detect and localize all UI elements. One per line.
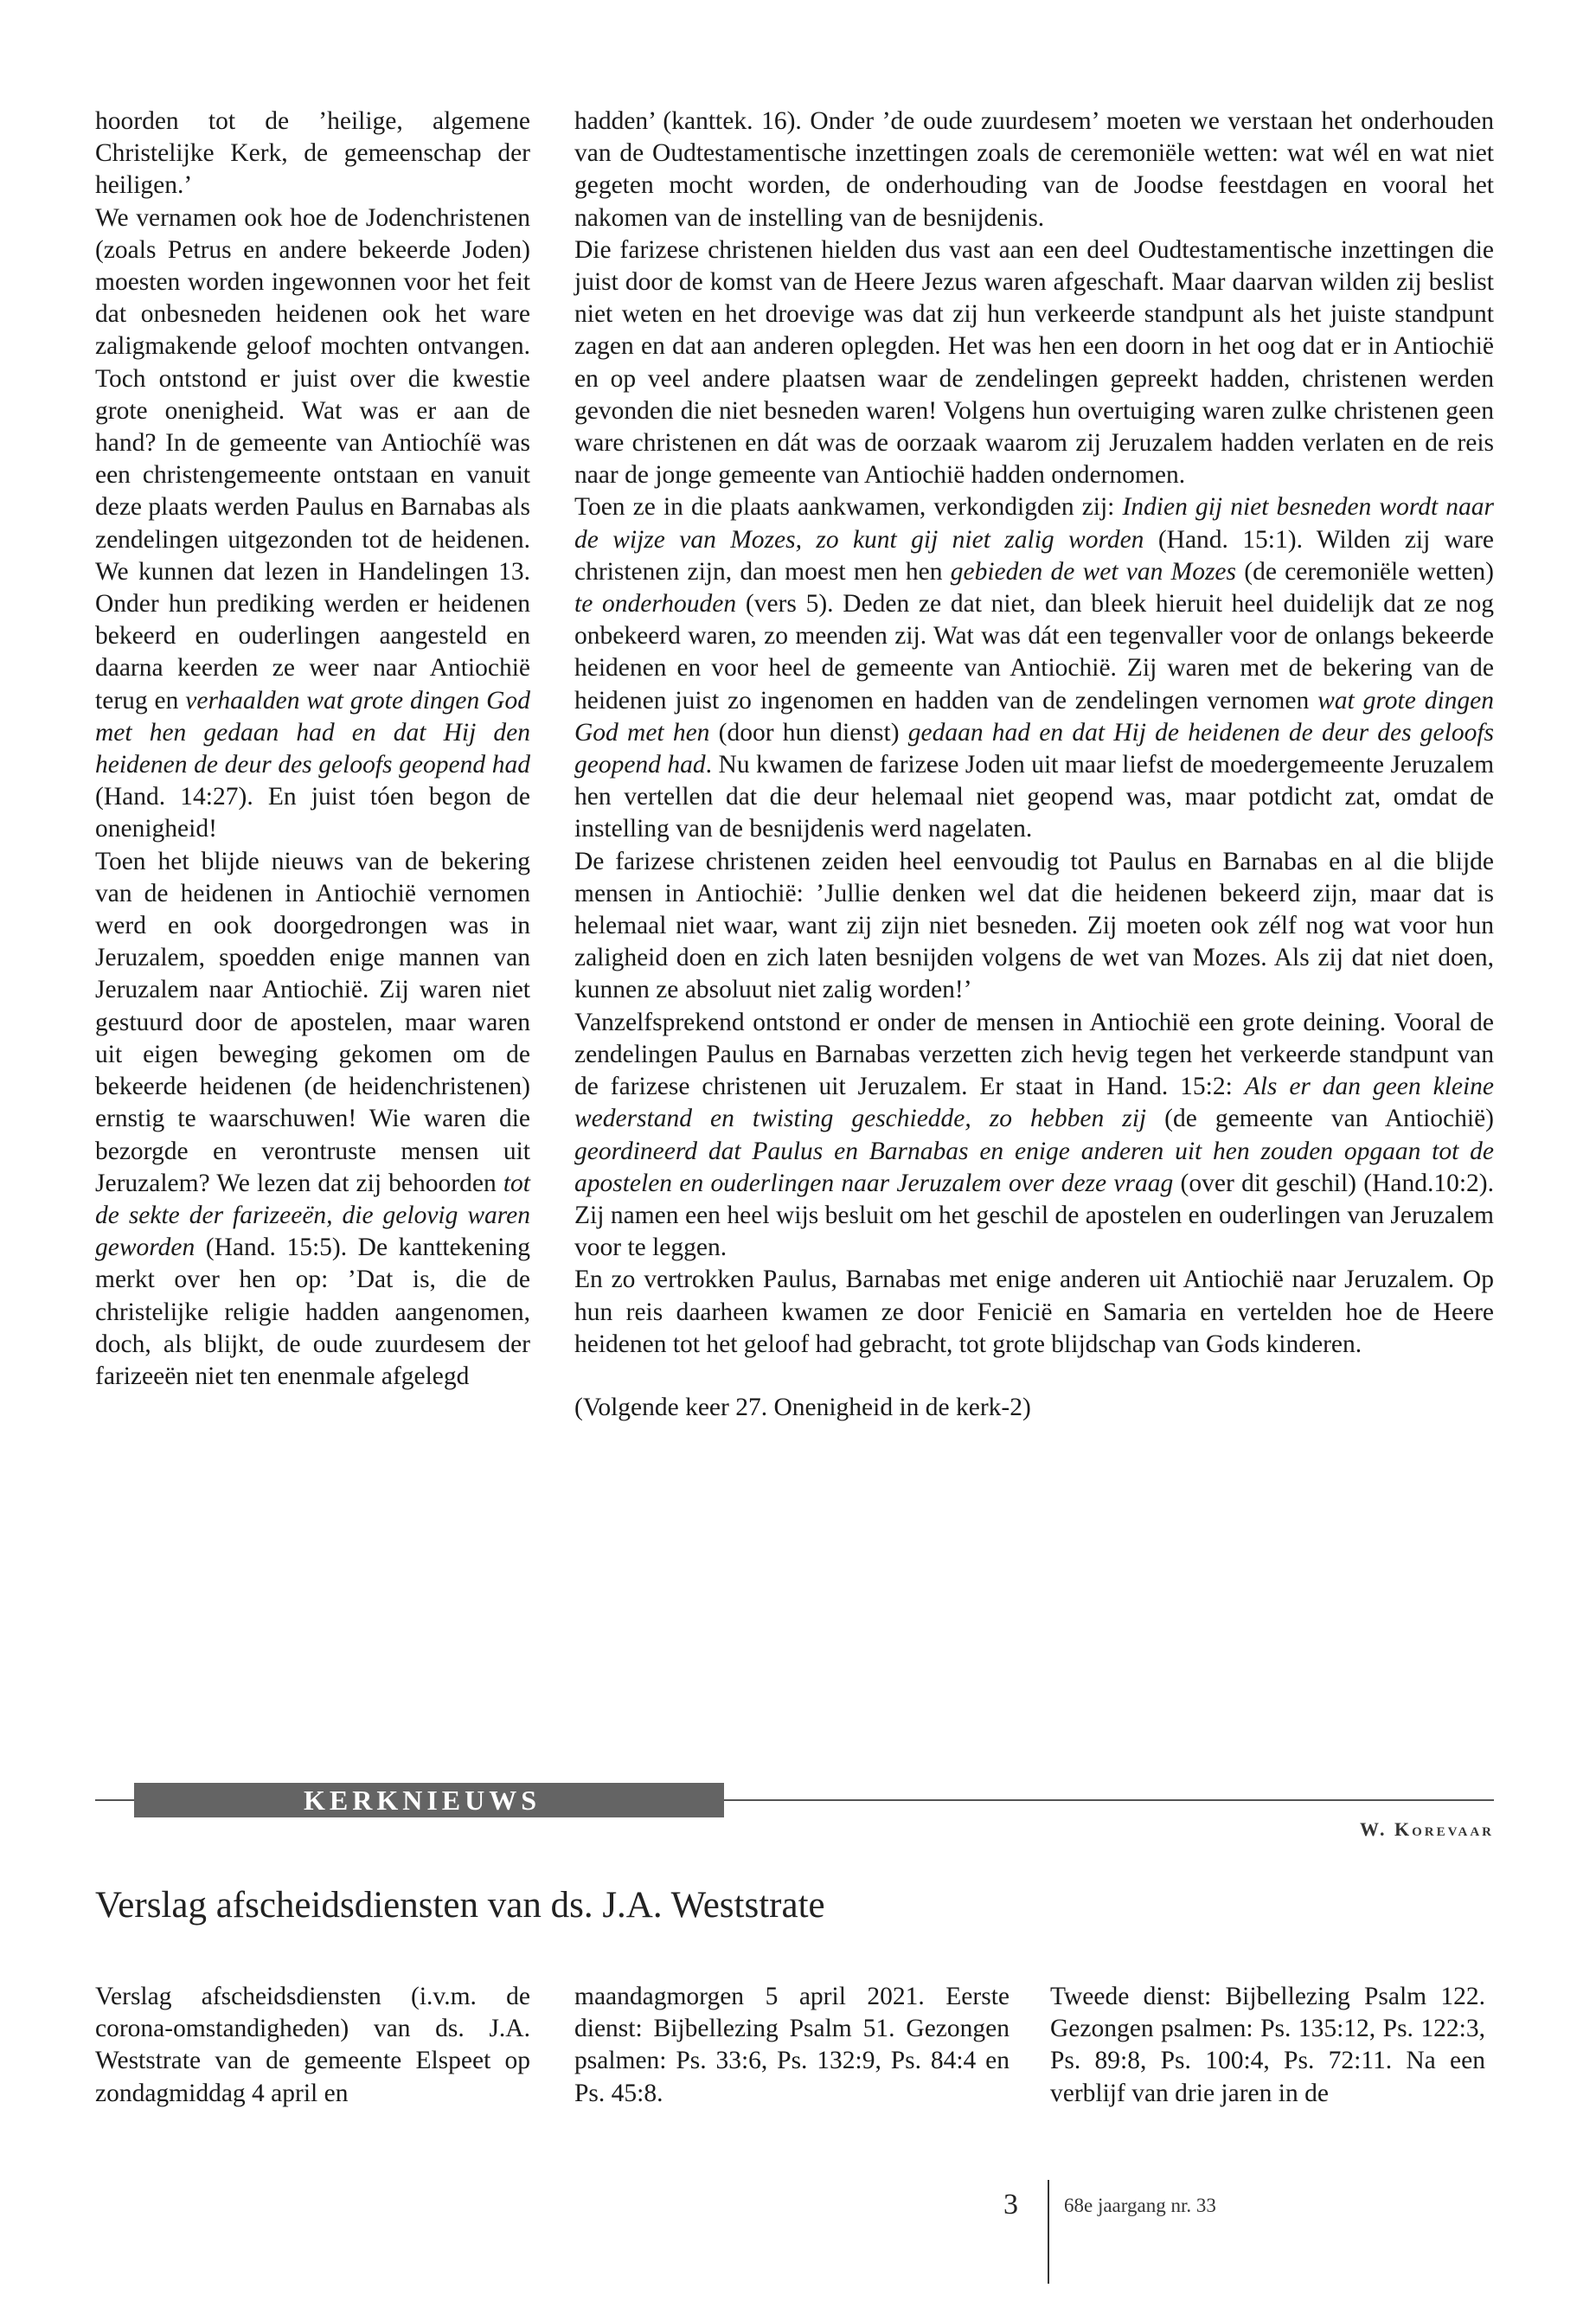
text-run: We vernamen ook hoe de Jodenchristenen (zoals Petrus en andere bekeerde Joden) moesten worden ingewonnen voor het feit dat onbesneden heidenen ook het ware zaligmakende geloof mochten ontvangen. Toch ontstond er juist over die kwestie grote onenigheid. Wat was er aan de hand? In de gemeente van Antiochíë was een christengemeente ontstaan en vanuit deze plaats werden Paulus en Barnabas als zendelingen uitgezonden tot de heidenen. We kunnen dat lezen in Handelingen 13. Onder hun prediking werden er heidenen bekeerd en ouderlingen aangesteld en daarna keerden ze weer naar Antiochië terug en	[95, 203, 530, 715]
text-run: hadden’ (kanttek. 16). Onder ’de oude zuurdesem’ moeten we verstaan het onderhouden van de Oudtestamentische inzettingen zoals de ceremoniële wetten: wat wél en wat niet gegeten mocht worden, de onderhouding van de Joodse feestdagen en vooral het nakomen van de instelling van de besnijdenis.	[574, 107, 1494, 232]
text-run: (Hand. 15:1). Wilden zij ware christenen zijn, dan moest men hen	[574, 525, 1494, 586]
text-run: Toen het blijde nieuws van de bekering van de heidenen in Antiochië vernomen werd en ook doorgedrongen was in Jeruzalem, spoedden enige mannen van Jeruzalem naar Antiochië. Zij waren niet gestuurd door de apostelen, maar waren uit eigen beweging gekomen om de bekeerde heidenen (de heidenchristenen) ernstig te waarschuwen! Wie waren die bezorgde en verontruste mensen uit Jeruzalem? We lezen dat zij behoorden	[95, 847, 530, 1197]
text-run: Die farizese christenen hielden dus vast aan een deel Oudtestamentische inzettingen die juist door de komst van de Heere Jezus waren afgeschaft. Maar daarvan wilden zij beslist niet weten en het droevige was dat zij hun verkeerde standpunt als het juiste standpunt zagen en dat aan anderen oplegden. Het was hen een doorn in het oog dat er in Antiochië en op veel andere plaatsen waar de zendelingen gepreekt hadden, christenen werden gevonden die niet besneden waren! Volgens hun overtuiging waren zulke christenen geen ware christenen en dát was de oorzaak waarom zij Jeruzalem hadden verlaten en de reis naar de jonge gemeente van Antiochië hadden ondernomen.	[574, 235, 1494, 490]
text-run: (vers 5). Deden ze dat niet, dan bleek hieruit heel duidelijk dat ze nog onbekeerd waren, zo meenden zij. Wat was dát een tegenvaller voor de onlangs bekeerde heidenen en voor heel de gemeente van Antiochië. Zij waren met de bekering van de heidenen juist zo ingenomen en hadden van de zendelingen vernomen	[574, 590, 1494, 715]
bottom-column-3	[1050, 1981, 1485, 2110]
body-paragraph	[95, 202, 530, 846]
section-rule-left	[95, 1799, 134, 1801]
text-run: Vanzelfsprekend ontstond er onder de mensen in Antiochië een grote deining. Vooral de zendelingen Paulus en Barnabas verzetten zich hevig tegen het verkeerde standpunt van de farizese christenen uit Jeruzalem. Er staat in Hand. 15:2:	[574, 1008, 1494, 1101]
bottom-paragraph: maandagmorgen 5 april 2021. Eerste dienst: Bijbellezing Psalm 51. Gezongen psalmen: Ps. 33:6, Ps. 132:9, Ps. 84:4 en Ps. 45:8.	[574, 1983, 1010, 2107]
text-run: hoorden tot de ’heilige, algemene Christelijke Kerk, de gemeenschap der heiligen.’	[95, 107, 530, 200]
body-paragraph	[574, 846, 1494, 1007]
text-run: De farizese christenen zeiden heel eenvoudig tot Paulus en Barnabas en al die blijde mensen in Antiochië: ’Jullie denken wel dat die heidenen bekeerd zijn, maar dat is helemaal niet waar, want zij zijn niet besneden. Zij moeten ook zélf nog wat voor hun zaligheid doen en zich laten besnijden volgens de wet van Mozes. Als zij dat niet doen, kunnen ze absoluut niet zalig worden!’	[574, 847, 1494, 1004]
section-label: KERKNIEUWS	[134, 1783, 724, 1817]
bottom-paragraph: Tweede dienst: Bijbellezing Psalm 122. Gezongen psalmen: Ps. 135:12, Ps. 122:3, Ps. 89:8, Ps. 100:4, Ps. 72:11. Na een verblijf van drie jaren in de	[1050, 1983, 1485, 2107]
right-text-column	[574, 106, 1494, 1424]
text-run: Toen ze in die plaats aankwamen, verkondigden zij:	[574, 493, 1123, 522]
scripture-quote: verhaalden wat grote dingen God met hen gedaan had en dat Hij den heidenen de deur des geloofs geopend had	[95, 686, 530, 779]
scripture-quote: Als er dan geen kleine wederstand en twisting geschiedde, zo hebben zij	[574, 1073, 1494, 1133]
bottom-column-1	[95, 1981, 530, 2110]
bottom-paragraph: Verslag afscheidsdiensten (i.v.m. de corona-omstandigheden) van ds. J.A. Weststrate van de gemeente Elspeet op zondagmiddag 4 april en	[95, 1983, 530, 2107]
body-paragraph	[95, 846, 530, 1393]
footer-divider	[1048, 2180, 1049, 2284]
bottom-column-2	[574, 1981, 1010, 2110]
author-name: W. Korevaar	[1360, 1818, 1494, 1840]
scripture-quote: wat grote dingen God met hen	[574, 686, 1494, 747]
text-run: . Nu kwamen de farizese Joden uit maar liefst de moedergemeente Jeruzalem hen vertellen dat die deur helemaal niet geopend was, maar potdicht zat, omdat de instelling van de besnijdenis werd nagelaten.	[574, 751, 1495, 843]
left-text-column	[95, 106, 530, 1393]
text-run: (over dit geschil) (Hand.10:2). Zij namen een heel wijs besluit om het geschil de apostelen en ouderlingen van Jeruzalem voor te leggen.	[574, 1169, 1494, 1262]
body-paragraph	[574, 234, 1494, 492]
scripture-quote: geordineerd dat Paulus en Barnabas en enige anderen uit hen zouden opgaan tot de apostelen en ouderlingen naar Jeruzalem over deze vraag	[574, 1137, 1494, 1197]
text-run: (Hand. 14:27). En juist tóen begon de onenigheid!	[95, 783, 530, 843]
scripture-quote: Indien gij niet besneden wordt naar de wijze van Mozes, zo kunt gij niet zalig worden	[574, 493, 1494, 554]
scripture-quote: te onderhouden	[574, 590, 737, 619]
text-run: En zo vertrokken Paulus, Barnabas met enige anderen uit Antiochië naar Jeruzalem. Op hun reis daarheen kwamen ze door Fenicië en Samaria en vertelden hoe de Heere heidenen tot het geloof had gebracht, tot grote blijdschap van Gods kinderen.	[574, 1266, 1494, 1358]
scripture-quote: gebieden de wet van Mozes	[950, 557, 1237, 586]
body-paragraph	[95, 106, 530, 202]
body-paragraph	[574, 1007, 1494, 1265]
text-run: (door hun dienst)	[709, 718, 908, 747]
page-number: 3	[1003, 2189, 1018, 2221]
body-paragraph	[574, 1264, 1494, 1361]
text-run: (Hand. 15:5). De kanttekening merkt over hen op: ’Dat is, die de christelijke religie hadden aangenomen, doch, als blijkt, de oude zuurdesem der farizeeën niet ten enenmale afgelegd	[95, 1234, 530, 1390]
right-paragraphs	[574, 106, 1494, 1361]
section-rule-right	[724, 1799, 1494, 1801]
issue-label: 68e jaargang nr. 33	[1064, 2195, 1216, 2216]
body-paragraph	[574, 106, 1494, 234]
text-run: (de ceremoniële wetten)	[1236, 557, 1495, 586]
text-run: (de gemeente van Antiochië)	[1146, 1105, 1494, 1133]
closing-note: (Volgende keer 27. Onenigheid in de kerk-2)	[574, 1393, 1031, 1421]
body-paragraph	[574, 491, 1494, 845]
article-title: Verslag afscheidsdiensten van ds. J.A. Weststrate	[95, 1885, 825, 1926]
scripture-quote: gedaan had en dat Hij de heidenen de deur des geloofs geopend had	[574, 718, 1495, 779]
scripture-quote: tot de sekte der farizeeën, die gelovig waren geworden	[95, 1169, 530, 1262]
